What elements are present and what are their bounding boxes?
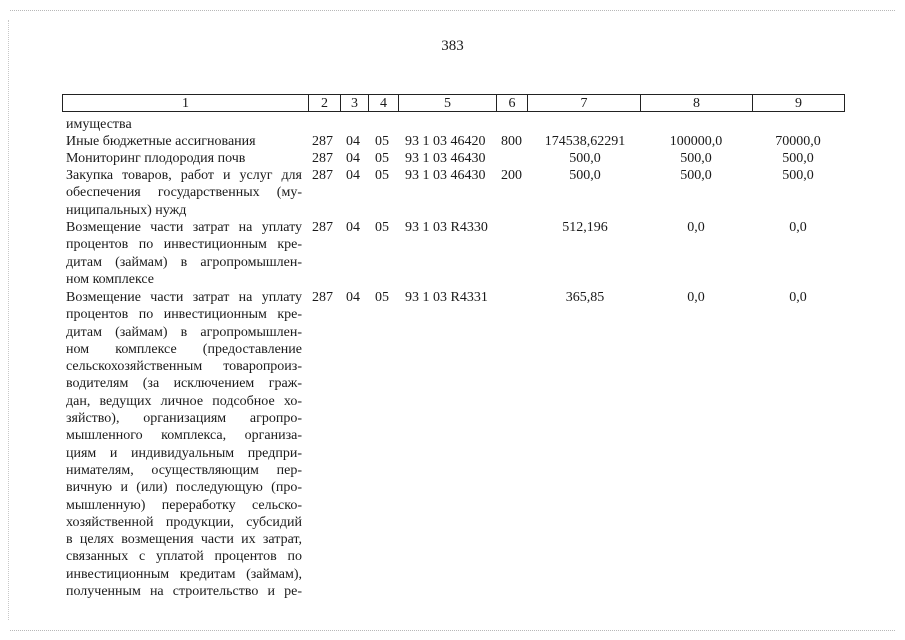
description-line: зяйство), организациям агропро- bbox=[66, 411, 302, 427]
row-description bbox=[66, 133, 302, 150]
column-number: 1 bbox=[62, 94, 309, 112]
description-line: обеспечения государственных (му- bbox=[66, 185, 302, 201]
description-line: циям и индивидуальным предпри- bbox=[66, 445, 302, 461]
description-line: инвестиционным кредитам (займам), bbox=[66, 566, 302, 582]
row-description bbox=[66, 289, 302, 600]
description-line: водителям (за исключением граж- bbox=[66, 376, 302, 392]
ministry-code: 287 bbox=[312, 151, 333, 166]
target-article-code: 93 1 03 R4331 bbox=[405, 290, 488, 305]
description-line: дитам (займам) в агропромышлен- bbox=[66, 324, 302, 340]
amount-col-8: 500,0 bbox=[680, 151, 712, 166]
description-line: Мониторинг плодородия почв bbox=[66, 151, 246, 166]
column-number: 3 bbox=[340, 94, 369, 112]
ministry-code: 287 bbox=[312, 290, 333, 305]
amount-col-9: 500,0 bbox=[782, 151, 814, 166]
description-line: полученным на строительство и ре- bbox=[66, 584, 302, 600]
description-line: дан, ведущих личное подсобное хо- bbox=[66, 393, 302, 409]
amount-col-9: 0,0 bbox=[789, 290, 807, 305]
page-number: 383 bbox=[441, 38, 464, 54]
description-line: Иные бюджетные ассигнования bbox=[66, 134, 256, 149]
amount-col-7: 512,196 bbox=[562, 220, 608, 235]
column-number: 5 bbox=[398, 94, 497, 112]
amount-col-7: 365,85 bbox=[565, 290, 605, 305]
column-number: 4 bbox=[368, 94, 399, 112]
description-line: в целях возмещения части их затрат, bbox=[66, 532, 302, 548]
description-line: мышленную) переработку сельско- bbox=[66, 497, 302, 513]
section-code: 04 bbox=[346, 151, 360, 166]
column-number: 8 bbox=[640, 94, 753, 112]
row-description bbox=[66, 116, 302, 133]
description-line: нимателям, осуществляющим пер- bbox=[66, 462, 302, 478]
description-line: процентов по инвестиционным кре- bbox=[66, 237, 302, 253]
scan-edge-left bbox=[8, 20, 9, 620]
ministry-code: 287 bbox=[312, 220, 333, 235]
amount-col-8: 500,0 bbox=[680, 168, 712, 183]
description-line: вичную и (или) последующую (про- bbox=[66, 480, 302, 496]
section-code: 04 bbox=[346, 290, 360, 305]
row-description bbox=[66, 167, 302, 219]
description-line: сельскохозяйственным товаропроиз- bbox=[66, 359, 302, 375]
amount-col-7: 500,0 bbox=[569, 168, 601, 183]
amount-col-7: 500,0 bbox=[569, 151, 601, 166]
section-code: 04 bbox=[346, 168, 360, 183]
column-number: 6 bbox=[496, 94, 528, 112]
description-line: процентов по инвестиционным кре- bbox=[66, 307, 302, 323]
description-line: ном комплексе (предоставление bbox=[66, 341, 302, 357]
target-article-code: 93 1 03 46430 bbox=[405, 151, 486, 166]
expense-type-code: 200 bbox=[501, 168, 522, 183]
subsection-code: 05 bbox=[375, 168, 389, 183]
subsection-code: 05 bbox=[375, 134, 389, 149]
description-line: мышленного комплекса, организа- bbox=[66, 428, 302, 444]
ministry-code: 287 bbox=[312, 134, 333, 149]
ministry-code: 287 bbox=[312, 168, 333, 183]
description-line: Закупка товаров, работ и услуг для bbox=[66, 168, 302, 183]
target-article-code: 93 1 03 R4330 bbox=[405, 220, 488, 235]
target-article-code: 93 1 03 46430 bbox=[405, 168, 486, 183]
amount-col-8: 0,0 bbox=[687, 220, 705, 235]
amount-col-9: 70000,0 bbox=[775, 134, 821, 149]
scan-edge-top bbox=[10, 10, 895, 11]
description-line: связанных с уплатой процентов по bbox=[66, 549, 302, 565]
description-line: ниципальных) нужд bbox=[66, 202, 187, 218]
description-line: имущества bbox=[66, 117, 132, 132]
description-line: дитам (займам) в агропромышлен- bbox=[66, 254, 302, 270]
target-article-code: 93 1 03 46420 bbox=[405, 134, 486, 149]
column-number: 7 bbox=[527, 94, 641, 112]
row-description bbox=[66, 219, 302, 288]
subsection-code: 05 bbox=[375, 220, 389, 235]
column-number: 2 bbox=[308, 94, 341, 112]
amount-col-9: 500,0 bbox=[782, 168, 814, 183]
description-line: хозяйственной продукции, субсидий bbox=[66, 514, 302, 530]
description-line: Возмещение части затрат на уплату bbox=[66, 220, 302, 235]
amount-col-8: 100000,0 bbox=[669, 134, 723, 149]
subsection-code: 05 bbox=[375, 290, 389, 305]
amount-col-9: 0,0 bbox=[789, 220, 807, 235]
section-code: 04 bbox=[346, 134, 360, 149]
scan-edge-bottom bbox=[10, 630, 895, 631]
description-line: ном комплексе bbox=[66, 271, 155, 287]
expense-type-code: 800 bbox=[501, 134, 522, 149]
amount-col-7: 174538,62291 bbox=[544, 134, 626, 149]
row-description bbox=[66, 150, 302, 167]
description-line: Возмещение части затрат на уплату bbox=[66, 290, 302, 305]
column-number: 9 bbox=[752, 94, 845, 112]
amount-col-8: 0,0 bbox=[687, 290, 705, 305]
subsection-code: 05 bbox=[375, 151, 389, 166]
section-code: 04 bbox=[346, 220, 360, 235]
